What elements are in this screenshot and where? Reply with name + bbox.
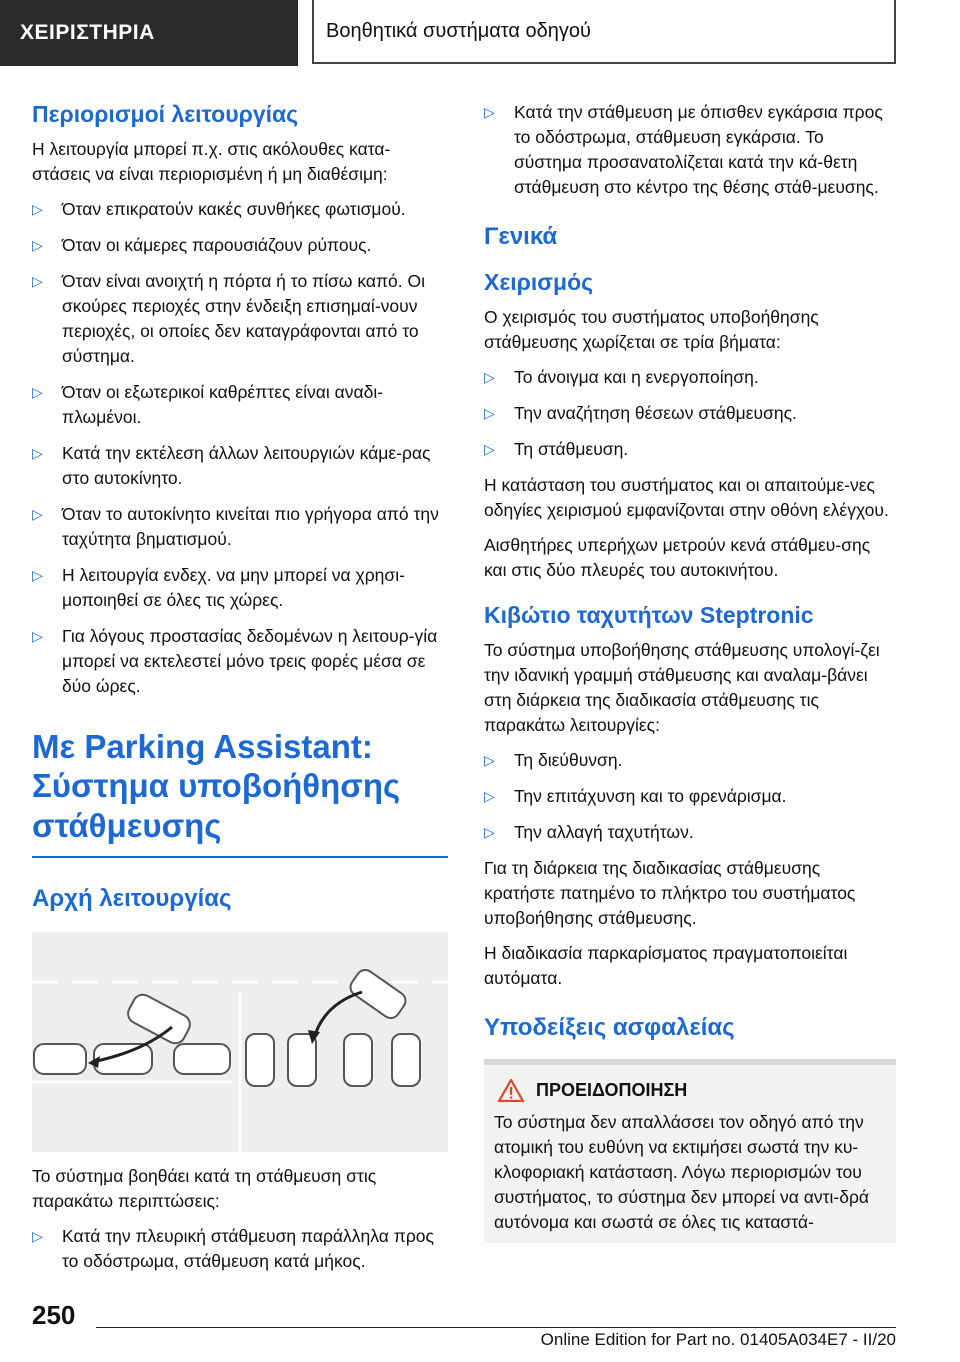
warning-box	[484, 1059, 896, 1243]
operation-intro: Ο χειρισμός του συστήματος υποβοήθησης στάθμευσης χωρίζεται σε τρία βήματα:	[484, 306, 819, 352]
triangle-bullet-icon: ▷	[484, 404, 495, 421]
triangle-bullet-icon: ▷	[484, 787, 495, 804]
triangle-bullet-icon: ▷	[32, 444, 43, 461]
operation-paragraph-2: Αισθητήρες υπερήχων μετρούν κενά στάθμευ-σης και στις δύο πλευρές του αυτοκινήτου.	[484, 534, 871, 580]
operation-paragraph-1: Η κατάσταση του συστήματος και οι απαιτούμε-νες οδηγίες χειρισμού εμφανίζονται στην οθόνη ελέγχου.	[484, 474, 889, 520]
list-item: ▷ Όταν το αυτοκίνητο κινείται πιο γρήγορα από την ταχύτητα βηματισμού.	[32, 503, 439, 549]
steptronic-list	[484, 748, 896, 845]
chapter-title: Βοηθητικά συστήματα οδηγού	[312, 0, 896, 64]
triangle-bullet-icon: ▷	[32, 200, 43, 217]
operation-list	[484, 365, 896, 462]
footer-edition: Online Edition for Part no. 01405A034E7 - II/20	[540, 1330, 896, 1349]
warning-triangle-icon	[498, 1079, 524, 1102]
warning-text: Το σύστημα δεν απαλλάσσει τον οδηγό από την ατομική του ευθύνη να εκτιμήσει σωστά την κυ-κλοφοριακή κατάσταση. Λόγω περιορισμών του συστήματος, το σύστημα δεν μπορεί να αντι-δρά αυτόνομα και σωστά σε όλες τις καταστά-	[494, 1111, 870, 1232]
list-item: ▷ Το άνοιγμα και η ενεργοποίηση.	[484, 365, 896, 390]
warning-title: ΠΡΟΕΙΔΟΠΟΙΗΣΗ	[494, 1079, 886, 1102]
triangle-bullet-icon: ▷	[32, 627, 43, 644]
triangle-bullet-icon: ▷	[32, 505, 43, 522]
principle-text: Το σύστημα βοηθάει κατά τη στάθμευση στις παρακάτω περιπτώσεις:	[32, 1165, 377, 1211]
triangle-bullet-icon: ▷	[32, 236, 43, 253]
limits-list	[32, 197, 448, 699]
triangle-bullet-icon: ▷	[484, 823, 495, 840]
triangle-bullet-icon: ▷	[32, 272, 43, 289]
general-heading: Γενικά	[484, 223, 558, 250]
triangle-bullet-icon: ▷	[484, 104, 495, 120]
list-item: ▷ Όταν είναι ανοιχτή η πόρτα ή το πίσω καπό. Οι σκούρες περιοχές στην ένδειξη επισημαί-νουν περιοχές, οι οποίες δεν καταγράφονται από το σύστημα.	[32, 270, 426, 366]
footer-divider	[96, 1327, 896, 1328]
list-item: ▷ Κατά την εκτέλεση άλλων λειτουργιών κάμε-ρας στο αυτοκίνητο.	[32, 442, 431, 488]
list-item: ▷ Όταν οι εξωτερικοί καθρέπτες είναι αναδι-πλωμένοι.	[32, 381, 384, 427]
list-item: ▷ Κατά την πλευρική στάθμευση παράλληλα προς το οδόστρωμα, στάθμευση κατά μήκος.	[32, 1225, 434, 1271]
operation-heading: Χειρισμός	[484, 269, 594, 295]
list-item: ▷ Την αναζήτηση θέσεων στάθμευσης.	[484, 401, 896, 426]
list-item: ▷ Η λειτουργία ενδεχ. να μην μπορεί να χρησι-μοποιηθεί σε όλες τις χώρες.	[32, 564, 405, 610]
list-item: ▷ Τη διεύθυνση.	[484, 748, 896, 773]
safety-heading: Υποδείξεις ασφαλείας	[484, 1013, 735, 1041]
list-item: ▷ Όταν επικρατούν κακές συνθήκες φωτισμού.	[32, 197, 448, 222]
triangle-bullet-icon: ▷	[484, 368, 495, 385]
right-column	[484, 100, 896, 1243]
main-heading: Με Parking Assistant: Σύστημα υποβοήθησης στάθμευσης	[32, 727, 448, 858]
page-number: 250	[32, 1300, 76, 1330]
triangle-bullet-icon: ▷	[484, 440, 495, 457]
section-title: ΧΕΙΡΙΣΤΗΡΙΑ	[0, 0, 298, 66]
steptronic-intro: Το σύστημα υποβοήθησης στάθμευσης υπολογί-ζει την ιδανική γραμμή στάθμευσης και αναλαμ-βάνει στη διάρκεια της διαδικασία στάθμευσης τις παρακάτω λειτουργίες:	[484, 639, 880, 735]
triangle-bullet-icon: ▷	[484, 751, 495, 768]
limits-heading: Περιορισμοί λειτουργίας	[32, 101, 299, 127]
list-item: ▷ Τη στάθμευση.	[484, 437, 896, 462]
list-item: ▷ Όταν οι κάμερες παρουσιάζουν ρύπους.	[32, 233, 448, 258]
triangle-bullet-icon: ▷	[32, 566, 43, 583]
limits-intro: Η λειτουργία μπορεί π.χ. στις ακόλουθες κατα-στάσεις να είναι περιορισμένη ή μη διαθέσιμη:	[32, 138, 391, 184]
steptronic-paragraph-2: Η διαδικασία παρκαρίσματος πραγματοποιείται αυτόματα.	[484, 942, 848, 988]
page-header	[0, 0, 960, 66]
principle-heading: Αρχή λειτουργίας	[32, 884, 232, 912]
list-item: ▷ Για λόγους προστασίας δεδομένων η λειτουρ-γία μπορεί να εκτελεστεί μόνο τρεις φορές μέσα σε δύο ώρες.	[32, 625, 438, 696]
principle-list-cont	[484, 100, 896, 200]
list-item: ▷ Την αλλαγή ταχυτήτων.	[484, 820, 896, 845]
triangle-bullet-icon: ▷	[32, 383, 43, 400]
steptronic-heading: Κιβώτιο ταχυτήτων Steptronic	[484, 601, 814, 628]
parking-illustration	[32, 932, 448, 1152]
principle-list	[32, 1224, 448, 1274]
list-item: ▷ Κατά την στάθμευση με όπισθεν εγκάρσια προς το οδόστρωμα, στάθμευση εγκάρσια. Το σύστημα προσανατολίζεται κατά την κά-θετη στάθμευση στο κέντρο της θέσης στάθ-μευσης.	[484, 102, 883, 197]
steptronic-paragraph-1: Για τη διάρκεια της διαδικασίας στάθμευσης κρατήστε πατημένο το πλήκτρο του συστήματος υποβοήθησης στάθμευσης.	[484, 857, 856, 928]
list-item: ▷ Την επιτάχυνση και το φρενάρισμα.	[484, 784, 896, 809]
left-column	[32, 100, 448, 1285]
triangle-bullet-icon: ▷	[32, 1227, 43, 1244]
